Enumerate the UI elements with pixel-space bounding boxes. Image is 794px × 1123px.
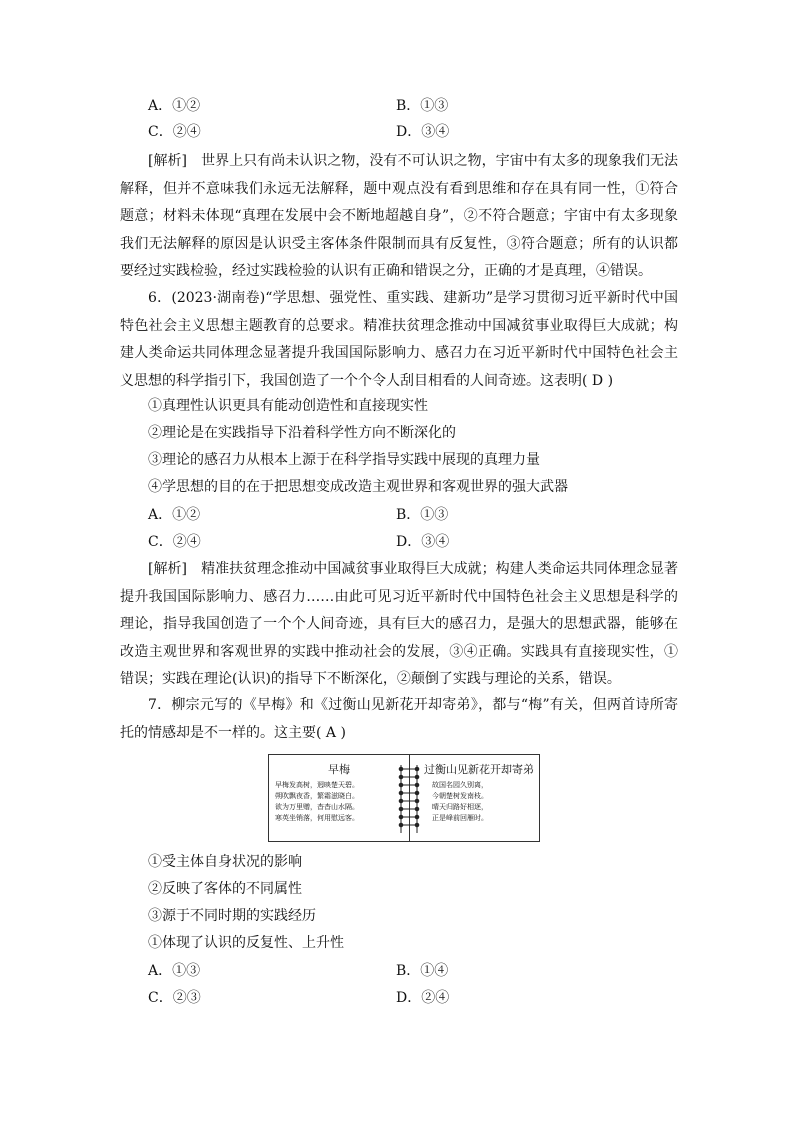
- q5-analysis: [解析] 世界上只有尚未认识之物，没有不可认识之物，宇宙中有太多的现象我们无法解释，但并不意味我们永远无法解释，题中观点没有看到思维和存在具有同一性，①符合题意；材料未体现“真理在发展中会不断地超越自身”，②不符合题意；宇宙中有太多现象我们无法解释的原因是认识受主客体条件限制而具有反复性，③符合题意；所有的认识都要经过实践检验，经过实践检验的认识有正确和错误之分，正确的才是真理，④错误。: [120, 153, 678, 279]
- q7-item-4: ①体现了认识的反复性、上升性: [148, 935, 344, 951]
- q7-option-a: A．①③: [148, 963, 201, 979]
- connector-ladder-graphic: [395, 763, 423, 835]
- q6-option-c: C．②④: [148, 534, 201, 550]
- q6-stem: 6．(2023·湖南卷)“学思想、强党性、重实践、建新功”是学习贯彻习近平新时代中国特色社会主义思想主题教育的总要求。精准扶贫理念推动中国减贫事业取得巨大成就；构建人类命运共同体理念显著提升我国国际影响力、感召力在习近平新时代中国特色社会主义思想的科学指引下，我国创造了一个个令人刮目相看的人间奇迹。这表明( D ): [120, 290, 678, 389]
- q6-option-a: A．①②: [148, 507, 201, 523]
- q6-item-2: ②理论是在实践指导下沿着科学性方向不断深化的: [148, 425, 456, 441]
- q7-option-b: B．①④: [396, 963, 449, 979]
- q5-option-d: D．③④: [396, 124, 450, 140]
- poem-figure: [268, 754, 540, 842]
- q7-item-3: ③源于不同时期的实践经历: [148, 908, 316, 924]
- q6-item-3: ③理论的感召力从根本上源于在科学指导实践中展现的真理力量: [148, 452, 540, 468]
- poem-right-title: 过衡山见新花开却寄弟: [424, 763, 534, 776]
- poem-left-line: 寒英坐销落，何用慰远客。: [275, 814, 359, 822]
- poem-left-title: 早梅: [328, 763, 350, 776]
- q6-option-d: D．③④: [396, 534, 450, 550]
- q6-analysis: [解析] 精准扶贫理念推动中国减贫事业取得巨大成就；构建人类命运共同体理念显著提升我国国际影响力、感召力……由此可见习近平新时代中国特色社会主义思想是科学的理论，指导我国创造了一个个人间奇迹，具有巨大的感召力，是强大的思想武器，能够在改造主观世界和客观世界的实践中推动社会的发展，③④正确。实践具有直接现实性，①错误；实践在理论(认识)的指导下不断深化，②颠倒了实践与理论的关系，错误。: [120, 561, 678, 687]
- poem-left-line: 朔吹飘夜香，繁霜滋晓白。: [275, 792, 359, 800]
- poem-left: [269, 755, 409, 841]
- q7-item-1: ①受主体自身状况的影响: [148, 854, 302, 870]
- q7-stem: 7．柳宗元写的《早梅》和《过衡山见新花开却寄弟》，都与“梅”有关，但两首诗所寄托的情感却是不一样的。这主要( A ): [120, 697, 678, 741]
- q5-option-b: B．①③: [396, 98, 449, 114]
- q7-option-c: C．②③: [148, 990, 201, 1006]
- poem-left-line: 早梅发高树，迥映楚天碧。: [275, 781, 359, 789]
- poem-right: [409, 755, 542, 841]
- poem-right-line: 今朝楚树发南枝。: [432, 792, 488, 800]
- q7-item-2: ②反映了客体的不同属性: [148, 881, 302, 897]
- poem-right-line: 晴天归路好相逐，: [432, 803, 488, 811]
- q6-item-4: ④学思想的目的在于把思想变成改造主观世界和客观世界的强大武器: [148, 479, 568, 495]
- q5-option-c: C．②④: [148, 124, 201, 140]
- poem-left-line: 欲为万里赠，杳杳山水隔。: [275, 803, 359, 811]
- q6-item-1: ①真理性认识更具有能动创造性和直接现实性: [148, 398, 428, 414]
- poem-right-line: 故国名园久别离，: [432, 781, 488, 789]
- poem-right-line: 正是峰前回雁时。: [432, 814, 488, 822]
- q6-option-b: B．①③: [396, 507, 449, 523]
- q7-option-d: D．②④: [396, 990, 450, 1006]
- q5-option-a: A．①②: [148, 98, 201, 114]
